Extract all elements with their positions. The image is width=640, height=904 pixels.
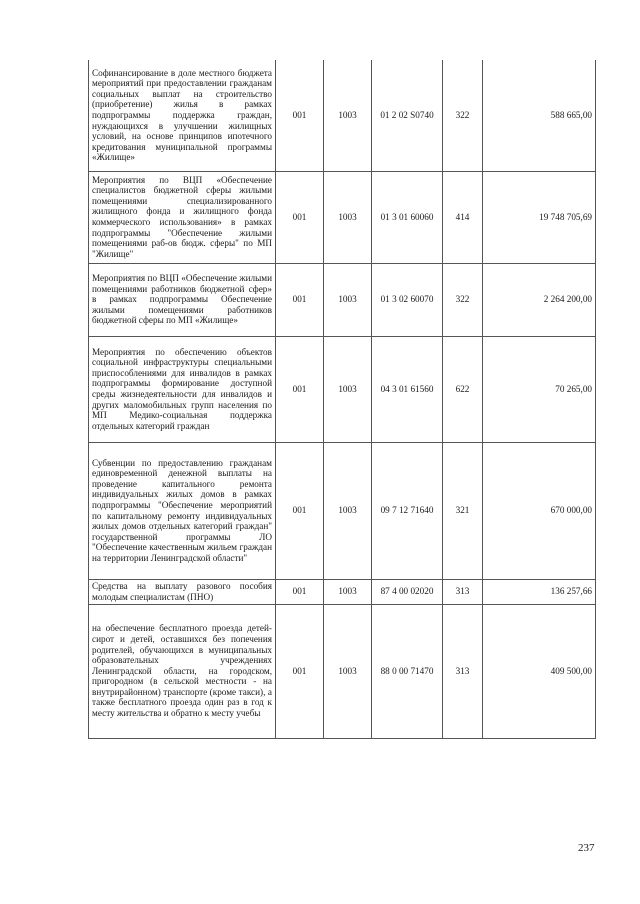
row-expense-type: 322 — [443, 263, 483, 336]
row-amount: 19 748 705,69 — [483, 171, 596, 263]
table-row — [89, 579, 596, 604]
row-amount: 70 265,00 — [483, 336, 596, 442]
table-body — [89, 60, 596, 738]
row-ministry-code: 001 — [276, 604, 324, 738]
table-row — [89, 263, 596, 336]
row-amount: 2 264 200,00 — [483, 263, 596, 336]
row-name: Мероприятия по ВЦП «Обеспечение специалистов бюджетной сферы жилыми помещениями специализированного жилищного фонда и жилищного фонда коммерческого использования» в рамках подпрограммы "Обеспечение жилыми помещениями раб-ов бюдж. сферы" по МП "Жилище" — [89, 171, 276, 263]
row-ministry-code: 001 — [276, 263, 324, 336]
row-section-code: 1003 — [324, 336, 372, 442]
row-ministry-code: 001 — [276, 60, 324, 171]
table-row — [89, 442, 596, 579]
page-number: 237 — [578, 842, 595, 854]
budget-table — [88, 60, 596, 739]
row-name: Софинансирование в доле местного бюджета мероприятий при предоставлении гражданам социальных выплат на строительство (приобретение) жилья в рамках подпрограммы поддержка граждан, нуждающихся в улучшении жилищных условий, на основе принципов ипотечного кредитования муниципальной программы «Жилище» — [89, 60, 276, 171]
row-target-code: 01 3 01 60060 — [372, 171, 443, 263]
table-row — [89, 171, 596, 263]
row-target-code: 01 2 02 S0740 — [372, 60, 443, 171]
row-section-code: 1003 — [324, 604, 372, 738]
row-target-code: 88 0 00 71470 — [372, 604, 443, 738]
row-name: Средства на выплату разового пособия молодым специалистам (ПНО) — [89, 579, 276, 604]
row-name: Мероприятия по ВЦП «Обеспечение жилыми помещениями работников бюджетной сфер» в рамках подпрограммы Обеспечение жилыми помещениями работников бюджетной сферы по МП «Жилище» — [89, 263, 276, 336]
row-target-code: 01 3 02 60070 — [372, 263, 443, 336]
row-amount: 409 500,00 — [483, 604, 596, 738]
row-target-code: 87 4 00 02020 — [372, 579, 443, 604]
row-section-code: 1003 — [324, 60, 372, 171]
row-amount: 588 665,00 — [483, 60, 596, 171]
row-amount: 670 000,00 — [483, 442, 596, 579]
row-expense-type: 622 — [443, 336, 483, 442]
row-expense-type: 313 — [443, 579, 483, 604]
row-ministry-code: 001 — [276, 336, 324, 442]
row-name: на обеспечение бесплатного проезда детей-сирот и детей, оставшихся без попечения родителей, обучающихся в муниципальных образовательных учреждениях Ленинградской области, на городском, пригородном (в сельской местности - на внутрирайонном) транспорте (кроме такси), а также бесплатного проезда один раз в год к месту жительства и обратно к месту учебы — [89, 604, 276, 738]
row-expense-type: 322 — [443, 60, 483, 171]
row-ministry-code: 001 — [276, 171, 324, 263]
table-row — [89, 604, 596, 738]
row-target-code: 04 3 01 61560 — [372, 336, 443, 442]
row-name: Субвенции по предоставлению гражданам единовременной денежной выплаты на проведение капитального ремонта индивидуальных жилых домов в рамках подпрограммы "Обеспечение мероприятий по капитальному ремонту индивидуальных жилых домов отдельных категорий граждан" государственной программы ЛО "Обеспечение качественным жильем граждан на территории Ленинградской области" — [89, 442, 276, 579]
row-amount: 136 257,66 — [483, 579, 596, 604]
row-section-code: 1003 — [324, 263, 372, 336]
table-row — [89, 336, 596, 442]
row-section-code: 1003 — [324, 442, 372, 579]
row-ministry-code: 001 — [276, 442, 324, 579]
table-row — [89, 60, 596, 171]
row-section-code: 1003 — [324, 579, 372, 604]
row-expense-type: 321 — [443, 442, 483, 579]
row-target-code: 09 7 12 71640 — [372, 442, 443, 579]
row-ministry-code: 001 — [276, 579, 324, 604]
row-expense-type: 313 — [443, 604, 483, 738]
row-name: Мероприятия по обеспечению объектов социальной инфраструктуры специальными приспособлениями для инвалидов в рамках подпрограммы формирование доступной среды жизнедеятельности для инвалидов и других маломобильных групп населения по МП Медико-социальная поддержка отдельных категорий граждан — [89, 336, 276, 442]
row-section-code: 1003 — [324, 171, 372, 263]
row-expense-type: 414 — [443, 171, 483, 263]
